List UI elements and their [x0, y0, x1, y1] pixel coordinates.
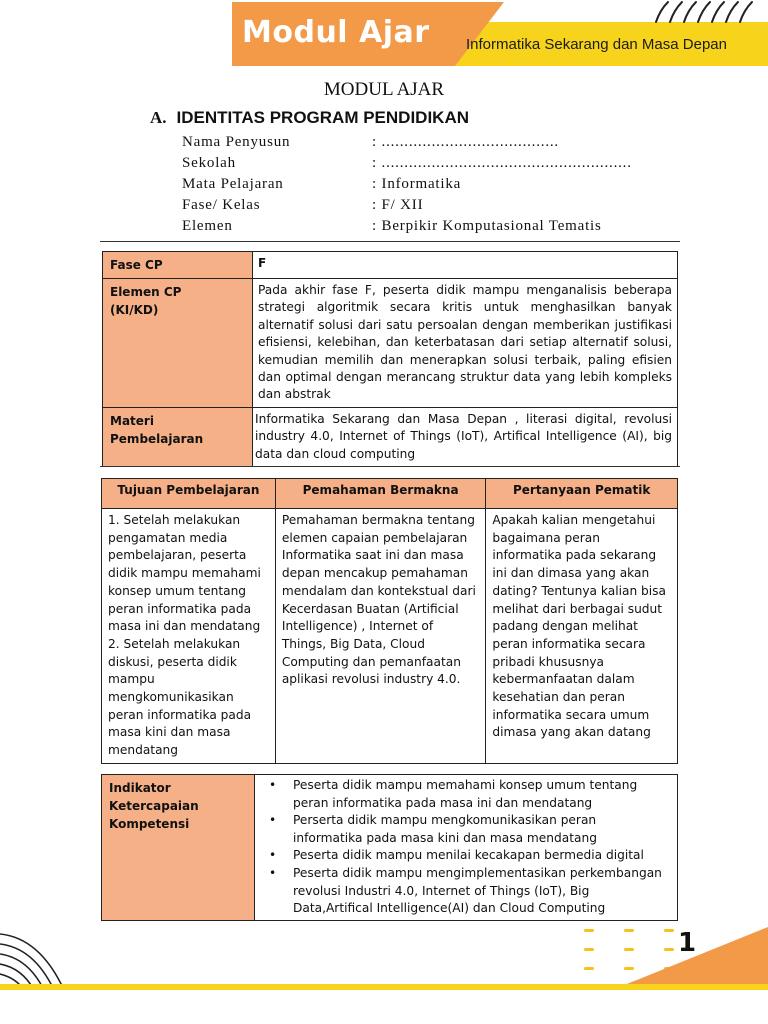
identity-row: [182, 153, 702, 174]
identity-label: Fase/ Kelas: [182, 197, 261, 213]
column-header: Tujuan Pembelajaran: [102, 479, 276, 509]
identity-value: : Berpikir Komputasional Tematis: [372, 218, 602, 234]
table-value-cell: Pada akhir fase F, peserta didik mampu menganalisis beberapa strategi algoritmik secara kritis untuk menghasilkan banyak alternatif solusi dari satu persoalan dengan memberikan justifikasi efisiensi, kelebihan, dan keterbatasan dari setiap alternatif solusi, kemudian memilih dan menerapkan solusi terbaik, paling efisien dan optimal dengan merancang struktur data yang lebih kompleks dan abstrak: [253, 279, 678, 408]
column-header: Pertanyaan Pematik: [486, 479, 678, 509]
identity-label: Mata Pelajaran: [182, 176, 284, 192]
indicator-table: [101, 774, 678, 921]
table-row: [102, 775, 678, 921]
identity-value: : .......................................: [372, 134, 559, 150]
identity-value: : Informatika: [372, 176, 462, 192]
learning-table: [101, 478, 678, 764]
table-label-cell: Indikator Ketercapaian Kompetensi: [102, 775, 255, 921]
page-number: 1: [678, 928, 697, 958]
identity-block: [182, 132, 702, 237]
table-label-cell: Materi Pembelajaran: [103, 407, 253, 466]
table-header-row: [102, 479, 678, 509]
indicator-list: [263, 777, 669, 918]
identity-row: [182, 132, 702, 153]
table-label-cell: Elemen CP (KI/KD): [103, 279, 253, 408]
list-item: • Peserta didik mampu mengimplementasikan perkembangan revolusi Industri 4.0, Internet of Things (IoT), Big Data,Artifical Intelligence(AI) dan Cloud Computing: [263, 865, 669, 918]
column-header: Pemahaman Bermakna: [275, 479, 486, 509]
table-cell: Apakah kalian mengetahui bagaimana peran informatika pada sekarang ini dan dimasa yang akan dating? Tentunya kalian bisa melihat dari berbagai sudut padang dengan melihat peran informatika secara pribadi khususnya kebermanfaatan dalam kesehatian dan peran informatika secara umum dimasa yang akan datang: [486, 509, 678, 764]
decorative-arcs-icon: [0, 918, 80, 990]
identity-value: : .......................................................: [372, 155, 632, 171]
table-cell: 1. Setelah melakukan pengamatan media pembelajaran, peserta didik mampu memahami konsep umum tentang peran informatika pada masa ini dan mendatang 2. Setelah melakukan diskusi, peserta didik mampu mengkomunikasikan peran informatika pada masa kini dan masa mendatang: [102, 509, 276, 764]
divider: [100, 241, 680, 242]
identity-value: : F/ XII: [372, 197, 424, 213]
list-item: • Perserta didik mampu mengkomunikasikan peran informatika pada masa kini dan masa mendatang: [263, 812, 669, 847]
identity-label: Sekolah: [182, 155, 236, 171]
identity-label: Elemen: [182, 218, 233, 234]
banner-title: Modul Ajar: [242, 15, 430, 50]
section-number: A.: [150, 108, 167, 127]
spacer: [100, 764, 680, 765]
footer-line: [0, 984, 768, 990]
table-row: [103, 252, 678, 279]
table-value-cell: Informatika Sekarang dan Masa Depan , literasi digital, revolusi industry 4.0, Internet of Things (IoT), Artifical Intelligence (AI), big data dan cloud computing: [253, 407, 678, 466]
identity-row: [182, 174, 702, 195]
indicator-list-cell: [255, 775, 678, 921]
table-row: [102, 509, 678, 764]
table-row: [103, 407, 678, 466]
section-heading: [150, 108, 469, 128]
table-cell: Pemahaman bermakna tentang elemen capaian pembelajaran Informatika saat ini dan masa depan mencakup pemahaman mendalam dan kontekstual dari Kecerdasan Buatan (Artificial Intelligence) , Internet of Things, Big Data, Cloud Computing dan pemanfaatan aplikasi revolusi industry 4.0.: [275, 509, 486, 764]
document-title: MODUL AJAR: [323, 79, 445, 100]
list-item: • Peserta didik mampu memahami konsep umum tentang peran informatika pada masa ini dan mendatang: [263, 777, 669, 812]
cp-table: [102, 251, 678, 467]
identity-row: [182, 195, 702, 216]
list-item: • Peserta didik mampu menilai kecakapan bermedia digital: [263, 847, 669, 865]
identity-row: [182, 216, 702, 237]
section-title: IDENTITAS PROGRAM PENDIDIKAN: [176, 108, 470, 127]
decorative-lines-icon: [652, 0, 762, 24]
table-value-cell: F: [253, 252, 678, 279]
identity-label: Nama Penyusun: [182, 134, 291, 150]
divider: [100, 466, 680, 467]
table-label-cell: Fase CP: [103, 252, 253, 279]
banner-subtitle: Informatika Sekarang dan Masa Depan: [466, 36, 727, 53]
table-row: [103, 279, 678, 408]
